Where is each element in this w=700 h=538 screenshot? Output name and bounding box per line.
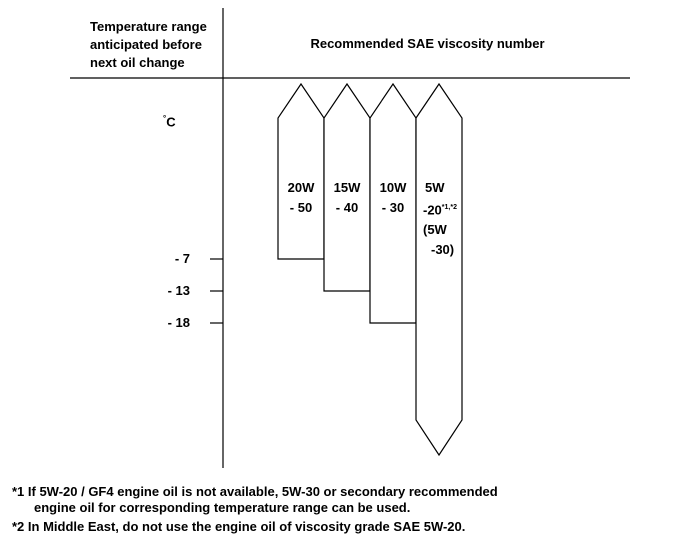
grade-line <box>421 198 467 220</box>
temp-header-line: anticipated before <box>90 37 202 52</box>
grade-line: 5W <box>425 180 445 195</box>
grade-label-10w-30 <box>370 178 416 218</box>
footnote-1-line-2: engine oil for corresponding temperature range can be used. <box>34 500 411 515</box>
celsius-letter: C <box>166 114 176 130</box>
grade-line: (5W <box>423 222 447 238</box>
footnote-marker: *1,*2 <box>441 204 457 211</box>
temp-label-minus-7: - 7 <box>174 251 190 266</box>
grade-line: - 30 <box>381 200 405 215</box>
range-20w-50 <box>278 84 324 259</box>
temp-header-line: next oil change <box>90 55 185 70</box>
grade-line: - 40 <box>335 200 359 215</box>
grade-line: 20W <box>287 180 315 195</box>
grade-line-text: -20 <box>423 202 442 218</box>
temp-label-minus-13: - 13 <box>167 283 190 298</box>
grade-label-20w-50 <box>278 178 324 218</box>
grade-label-15w-40 <box>324 178 370 218</box>
degree-symbol: ° <box>163 114 167 123</box>
temp-label-minus-18: - 18 <box>167 315 190 330</box>
grade-label-5w-20 <box>421 178 467 260</box>
viscosity-header: Recommended SAE viscosity number <box>310 36 545 51</box>
grade-line: 10W <box>379 180 407 195</box>
footnote-1-line-1: *1 If 5W-20 / GF4 engine oil is not available, 5W-30 or secondary recommended <box>12 484 498 499</box>
grade-line: - 50 <box>289 200 313 215</box>
grade-line: 15W <box>333 180 361 195</box>
grade-line: -30) <box>431 242 455 258</box>
celsius-unit <box>163 114 176 129</box>
range-5w-20 <box>416 84 462 455</box>
footnote-2: *2 In Middle East, do not use the engine oil of viscosity grade SAE 5W-20. <box>12 519 466 534</box>
temperature-range-header <box>90 18 220 72</box>
temp-header-line: Temperature range <box>90 19 207 34</box>
